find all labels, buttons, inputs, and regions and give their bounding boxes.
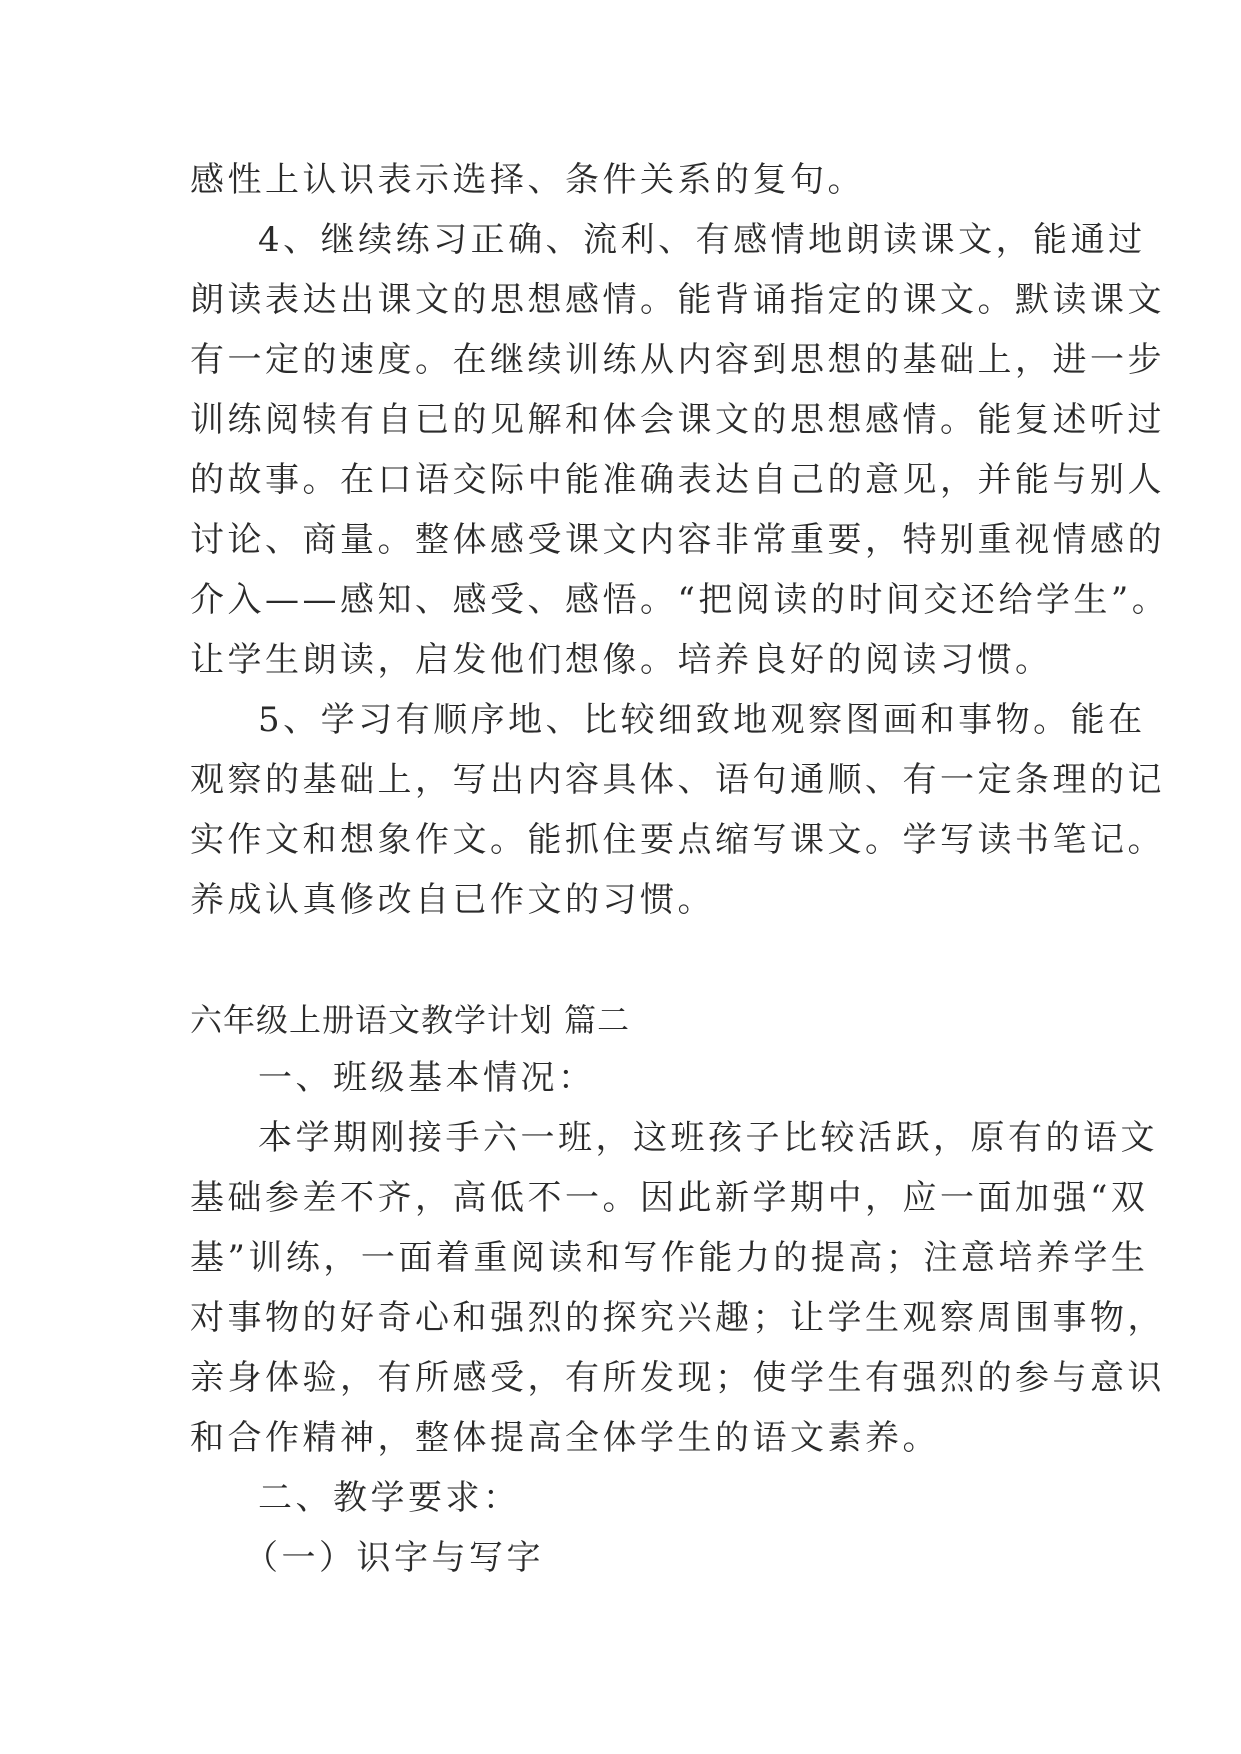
body-text-line: 养成认真修改自已作文的习惯。 — [190, 880, 715, 920]
paragraph-start: 本学期刚接手六一班，这班孩子比较活跃，原有的语文 — [258, 1118, 1158, 1158]
paragraph-item-5-start: 5、学习有顺序地、比较细致地观察图画和事物。能在 — [258, 700, 1146, 740]
paragraph-item-4-start: 4、继续练习正确、流利、有感情地朗读课文，能通过 — [258, 220, 1146, 260]
body-text-line: 让学生朗读，启发他们想像。培养良好的阅读习惯。 — [190, 640, 1053, 680]
section-heading: 六年级上册语文教学计划 篇二 — [190, 1001, 631, 1039]
body-text-line: 训练阅犊有自已的见解和体会课文的思想感情。能复述听过 — [190, 400, 1165, 440]
subheading-teaching-requirements: 二、教学要求： — [258, 1478, 521, 1518]
body-text-line: 有一定的速度。在继续训练从内容到思想的基础上，进一步 — [190, 340, 1165, 380]
body-text-line: 的故事。在口语交际中能准确表达自己的意见，并能与别人 — [190, 460, 1165, 500]
body-text-line: 介入——感知、感受、感悟。“把阅读的时间交还给学生”。 — [190, 580, 1170, 620]
body-text-line: 朗读表达出课文的思想感情。能背诵指定的课文。默读课文 — [190, 280, 1165, 320]
body-text-line: 基础参差不齐，高低不一。因此新学期中，应一面加强“双 — [190, 1178, 1149, 1218]
body-text-line: 实作文和想象作文。能抓住要点缩写课文。学写读书笔记。 — [190, 820, 1165, 860]
body-text-line: 亲身体验，有所感受，有所发现；使学生有强烈的参与意识 — [190, 1358, 1165, 1398]
subheading-literacy: （一）识字与写字 — [244, 1538, 544, 1578]
body-text-line: 和合作精神，整体提高全体学生的语文素养。 — [190, 1418, 940, 1458]
subheading-class-info: 一、班级基本情况： — [258, 1058, 596, 1098]
body-text-line: 讨论、商量。整体感受课文内容非常重要，特别重视情感的 — [190, 520, 1165, 560]
body-text-line: 对事物的好奇心和强烈的探究兴趣；让学生观察周围事物， — [190, 1298, 1165, 1338]
body-text-line: 观察的基础上，写出内容具体、语句通顺、有一定条理的记 — [190, 760, 1165, 800]
body-text-line: 基”训练，一面着重阅读和写作能力的提高；注意培养学生 — [190, 1238, 1149, 1278]
body-text-line: 感性上认识表示选择、条件关系的复句。 — [190, 160, 865, 200]
